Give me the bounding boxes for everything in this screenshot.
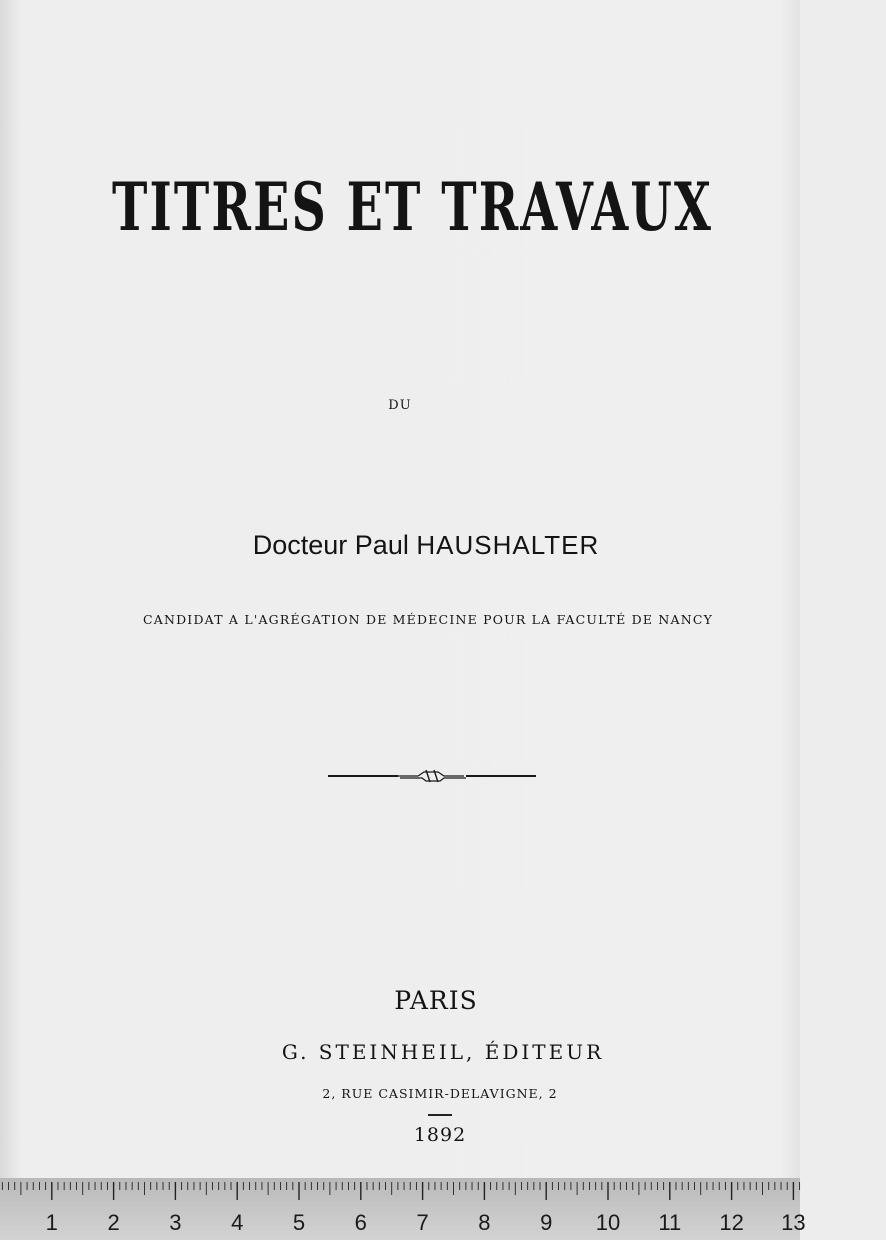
publisher-address: 2, RUE CASIMIR-DELAVIGNE, 2 <box>322 1086 558 1101</box>
book-title: TITRES ET TRAVAUX <box>112 168 713 246</box>
publisher-name: G. STEINHEIL, ÉDITEUR <box>281 1040 605 1064</box>
publication-city: PARIS <box>394 986 478 1015</box>
ruler-number: 8 <box>478 1210 491 1235</box>
ruler-number: 1 <box>45 1210 58 1235</box>
author-line <box>0 530 852 561</box>
ruler-number: 5 <box>292 1210 306 1235</box>
author-prefix: Docteur Paul <box>252 530 409 560</box>
ruler-number: 11 <box>658 1210 682 1235</box>
ruler-number: 6 <box>354 1210 367 1235</box>
ruler-number: 12 <box>719 1210 744 1235</box>
ruler-number: 13 <box>781 1210 806 1235</box>
measuring-ruler <box>0 1178 806 1240</box>
ruler-number: 9 <box>540 1210 553 1235</box>
publication-year: 1892 <box>413 1124 467 1146</box>
short-divider <box>428 1114 452 1116</box>
du-label: DU <box>388 398 412 413</box>
ruler-scale <box>0 1178 806 1240</box>
author-surname: HAUSHALTER <box>416 530 600 560</box>
ruler-number: 10 <box>595 1210 621 1235</box>
ruler-number: 7 <box>416 1210 429 1235</box>
ornament-divider-icon <box>326 766 538 786</box>
ruler-number: 4 <box>231 1210 244 1235</box>
author-qualification: CANDIDAT A L'AGRÉGATION DE MÉDECINE POUR LA FACULTÉ DE NANCY <box>142 612 714 627</box>
ruler-number: 3 <box>169 1210 182 1235</box>
ruler-number: 2 <box>107 1210 120 1235</box>
